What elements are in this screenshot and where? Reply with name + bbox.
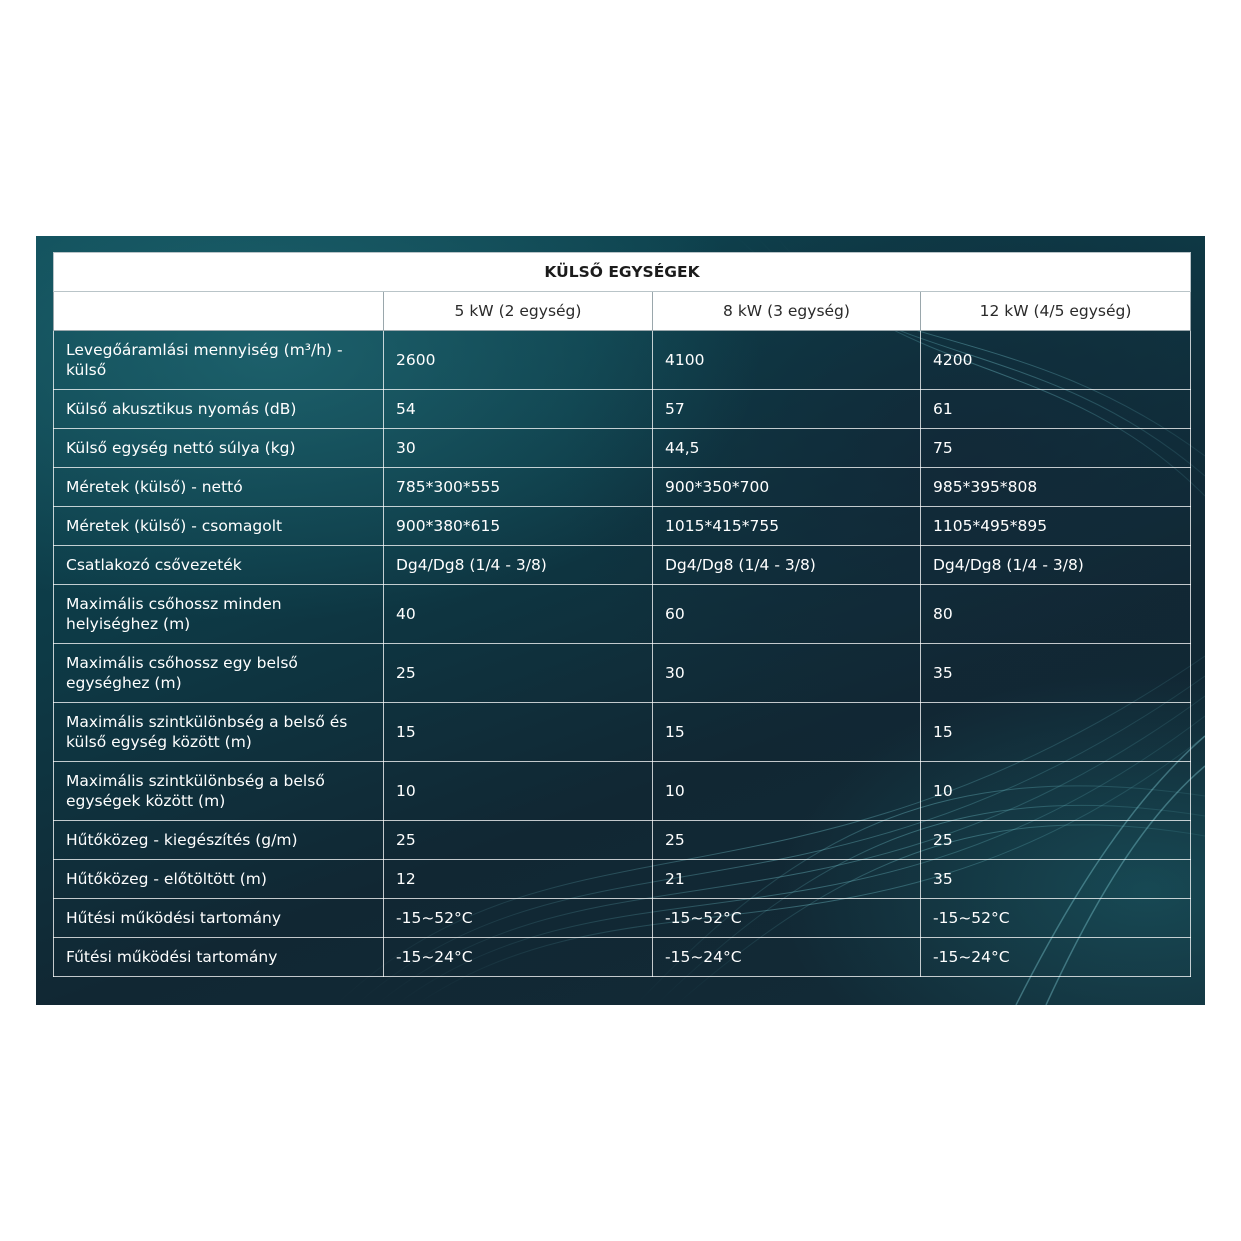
cell-value: 15: [653, 703, 921, 762]
cell-value: -15~24°C: [921, 938, 1191, 977]
cell-value: 785*300*555: [384, 468, 653, 507]
cell-value: 900*380*615: [384, 507, 653, 546]
outdoor-units-spec-table: [53, 252, 1191, 977]
row-label: Csatlakozó csővezeték: [54, 546, 384, 585]
row-label: Külső egység nettó súlya (kg): [54, 429, 384, 468]
table-row: [54, 821, 1191, 860]
cell-value: 15: [921, 703, 1191, 762]
cell-value: 54: [384, 390, 653, 429]
row-label: Hűtési működési tartomány: [54, 899, 384, 938]
cell-value: -15~52°C: [384, 899, 653, 938]
column-header-row: [54, 292, 1191, 331]
cell-value: 10: [653, 762, 921, 821]
cell-value: 80: [921, 585, 1191, 644]
cell-value: 25: [384, 644, 653, 703]
table-title: KÜLSŐ EGYSÉGEK: [54, 253, 1191, 292]
cell-value: 35: [921, 644, 1191, 703]
column-header-8kw: 8 kW (3 egység): [653, 292, 921, 331]
cell-value: -15~24°C: [384, 938, 653, 977]
spec-panel: [36, 236, 1205, 1005]
row-label: Maximális szintkülönbség a belső egységek között (m): [54, 762, 384, 821]
table-row: [54, 390, 1191, 429]
cell-value: 44,5: [653, 429, 921, 468]
cell-value: 57: [653, 390, 921, 429]
table-row: [54, 468, 1191, 507]
cell-value: 1105*495*895: [921, 507, 1191, 546]
cell-value: 10: [384, 762, 653, 821]
table-row: [54, 938, 1191, 977]
row-label: Méretek (külső) - nettó: [54, 468, 384, 507]
cell-value: 25: [384, 821, 653, 860]
cell-value: 2600: [384, 331, 653, 390]
table-row: [54, 860, 1191, 899]
table-row: [54, 507, 1191, 546]
row-label: Fűtési működési tartomány: [54, 938, 384, 977]
cell-value: 985*395*808: [921, 468, 1191, 507]
table-row: [54, 899, 1191, 938]
cell-value: -15~52°C: [921, 899, 1191, 938]
cell-value: 25: [921, 821, 1191, 860]
table-row: [54, 546, 1191, 585]
cell-value: -15~24°C: [653, 938, 921, 977]
row-label: Méretek (külső) - csomagolt: [54, 507, 384, 546]
table-title-row: [54, 253, 1191, 292]
cell-value: 30: [384, 429, 653, 468]
cell-value: 75: [921, 429, 1191, 468]
table-row: [54, 585, 1191, 644]
cell-value: 21: [653, 860, 921, 899]
cell-value: 10: [921, 762, 1191, 821]
table-row: [54, 644, 1191, 703]
row-label: Hűtőközeg - előtöltött (m): [54, 860, 384, 899]
cell-value: 30: [653, 644, 921, 703]
cell-value: 4200: [921, 331, 1191, 390]
cell-value: 60: [653, 585, 921, 644]
cell-value: 40: [384, 585, 653, 644]
column-header-5kw: 5 kW (2 egység): [384, 292, 653, 331]
cell-value: 12: [384, 860, 653, 899]
row-label: Maximális csőhossz egy belső egységhez (m): [54, 644, 384, 703]
table-row: [54, 703, 1191, 762]
cell-value: 900*350*700: [653, 468, 921, 507]
cell-value: 4100: [653, 331, 921, 390]
cell-value: -15~52°C: [653, 899, 921, 938]
row-label: Maximális szintkülönbség a belső és külső egység között (m): [54, 703, 384, 762]
cell-value: Dg4/Dg8 (1/4 - 3/8): [384, 546, 653, 585]
row-label: Levegőáramlási mennyiség (m³/h) - külső: [54, 331, 384, 390]
cell-value: 1015*415*755: [653, 507, 921, 546]
cell-value: 35: [921, 860, 1191, 899]
column-header-empty: [54, 292, 384, 331]
table-row: [54, 762, 1191, 821]
table-row: [54, 429, 1191, 468]
row-label: Maximális csőhossz minden helyiséghez (m): [54, 585, 384, 644]
cell-value: 15: [384, 703, 653, 762]
cell-value: 61: [921, 390, 1191, 429]
column-header-12kw: 12 kW (4/5 egység): [921, 292, 1191, 331]
cell-value: Dg4/Dg8 (1/4 - 3/8): [653, 546, 921, 585]
cell-value: 25: [653, 821, 921, 860]
table-row: [54, 331, 1191, 390]
row-label: Hűtőközeg - kiegészítés (g/m): [54, 821, 384, 860]
cell-value: Dg4/Dg8 (1/4 - 3/8): [921, 546, 1191, 585]
row-label: Külső akusztikus nyomás (dB): [54, 390, 384, 429]
